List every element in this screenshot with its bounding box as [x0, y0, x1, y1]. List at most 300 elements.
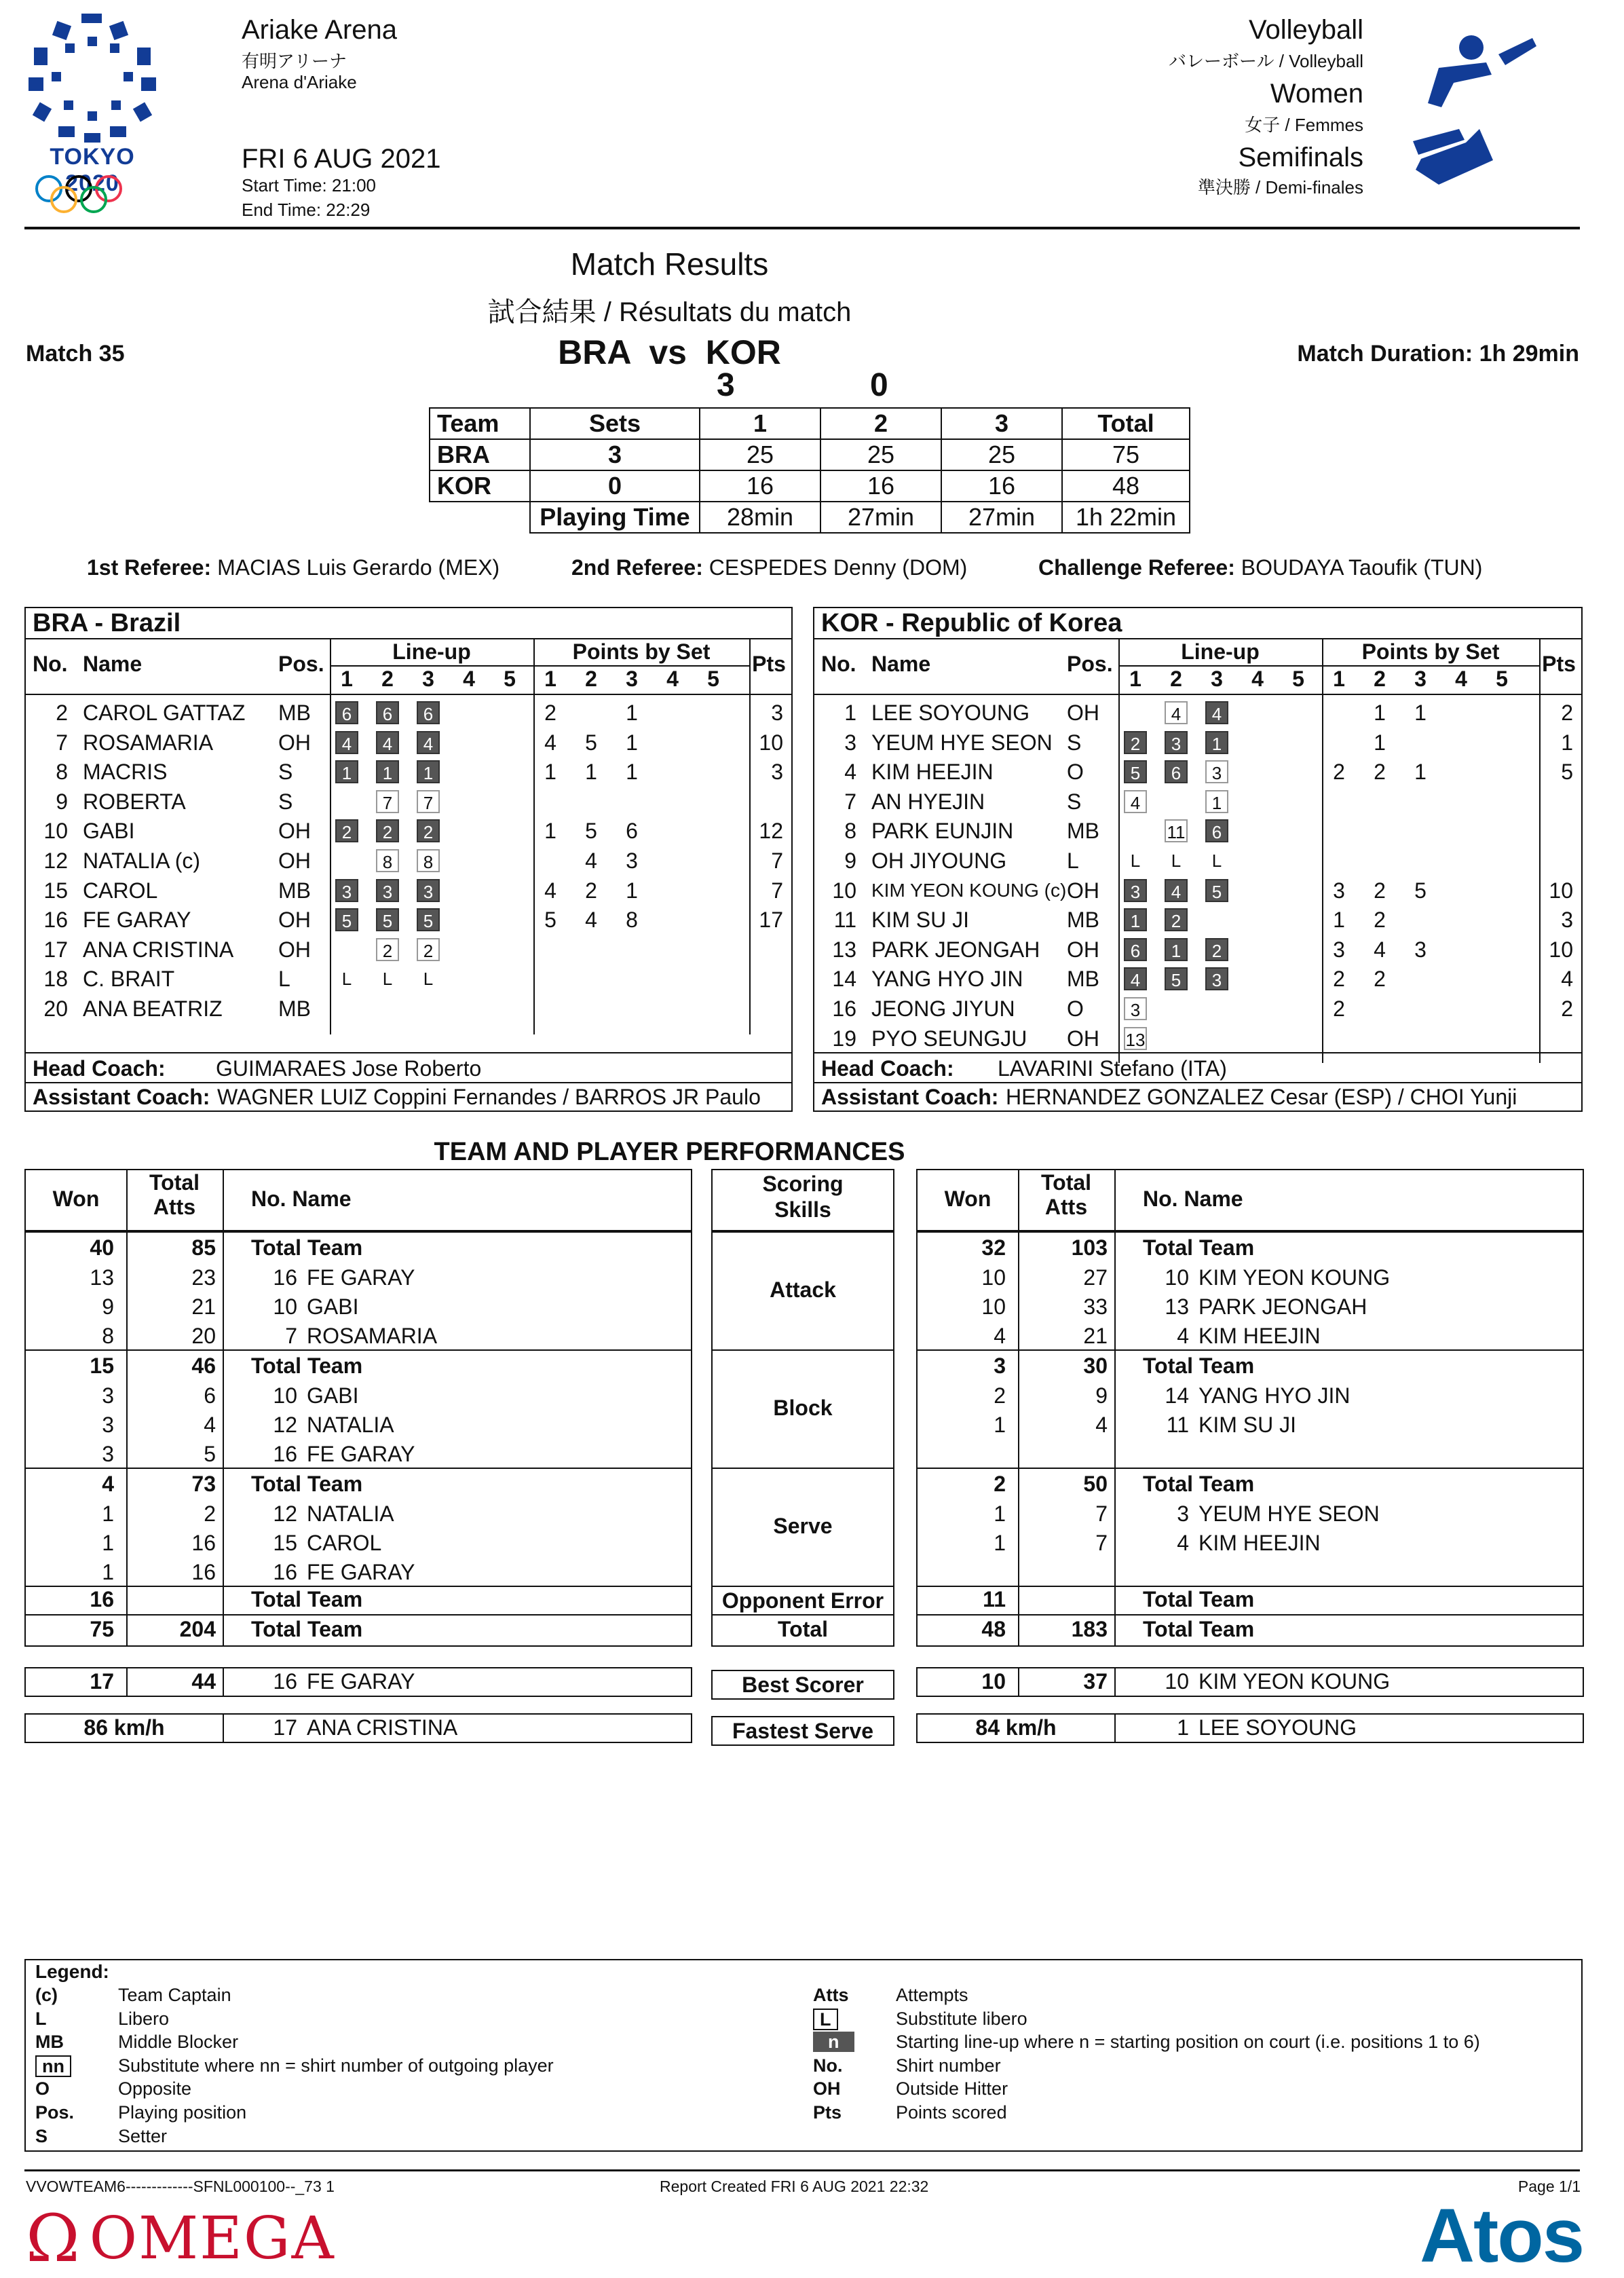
- lineup-position: 2: [417, 819, 440, 842]
- player-number: 16: [832, 996, 856, 1021]
- total-team-row: [918, 1469, 1583, 1499]
- lineup-position: 5: [335, 908, 358, 931]
- player-name: GABI: [307, 1294, 359, 1319]
- header-divider: [24, 227, 1580, 229]
- lineup-position: 1: [1165, 938, 1188, 961]
- player-row: [26, 1410, 691, 1440]
- points-by-set: 3: [626, 848, 638, 873]
- points-by-set: 2: [1374, 760, 1386, 785]
- points-by-set: 5: [544, 908, 556, 933]
- total-won: 48: [981, 1617, 1006, 1641]
- lineup-set-header: 5: [1292, 667, 1304, 691]
- roster-header-pts: Pts: [1542, 652, 1576, 676]
- atts: 4: [204, 1413, 216, 1437]
- player-row: [814, 758, 1581, 785]
- points-by-set: 4: [1374, 937, 1386, 962]
- legend-key: OH: [813, 2078, 841, 2099]
- atts: 73: [191, 1472, 216, 1496]
- venue-jp: 有明アリーナ: [242, 51, 347, 71]
- player-row: [918, 1499, 1583, 1529]
- player-row: [814, 1025, 1581, 1052]
- points-by-set: 2: [1374, 908, 1386, 933]
- player-points: 2: [1561, 701, 1573, 725]
- match-number: Match 35: [26, 341, 125, 367]
- roster-divider: [814, 1052, 1581, 1053]
- referee-1: MACIAS Luis Gerardo (MEX): [217, 555, 500, 580]
- skill-group: [916, 1231, 1584, 1351]
- player-row: [918, 1381, 1583, 1411]
- points-by-set: 2: [1333, 996, 1345, 1021]
- won: 3: [102, 1383, 114, 1408]
- player-number: 10: [832, 878, 856, 903]
- player-row: [814, 965, 1581, 992]
- points-by-set: 2: [585, 878, 597, 903]
- perf-vline: [223, 1587, 224, 1645]
- won: 1: [102, 1531, 114, 1555]
- player-position: OH: [278, 819, 311, 844]
- player-row: [814, 817, 1581, 844]
- player-name: ANA BEATRIZ: [83, 996, 223, 1021]
- points-by-set: 1: [626, 760, 638, 785]
- legend-key: Pos.: [35, 2102, 75, 2123]
- player-points: 3: [771, 760, 783, 785]
- playing-time: 27min: [820, 502, 941, 533]
- player-row: [814, 847, 1581, 874]
- lineup-position: 6: [1124, 938, 1147, 961]
- pbs-set-header: 1: [544, 667, 556, 691]
- gender: Women: [1270, 79, 1363, 109]
- points-by-set: 4: [585, 908, 597, 933]
- won: 3: [102, 1442, 114, 1466]
- points-by-set: 3: [1333, 937, 1345, 962]
- opponent-error-label: Opponent Error: [721, 1588, 884, 1613]
- player-name: LEE SOYOUNG: [871, 701, 1030, 725]
- total-team-label: Total Team: [251, 1587, 363, 1611]
- lineup-position: 13: [1124, 1027, 1147, 1050]
- legend-key: O: [35, 2078, 50, 2099]
- won: 2: [994, 1472, 1006, 1496]
- player-position: S: [278, 789, 293, 814]
- lineup-position: 3: [1205, 760, 1228, 783]
- legend-desc: Outside Hitter: [896, 2078, 1008, 2099]
- player-name: YEUM HYE SEON: [1198, 1501, 1380, 1526]
- skill-group: [24, 1231, 692, 1351]
- total-team-row: [918, 1233, 1583, 1263]
- lineup-position: 6: [1205, 819, 1228, 842]
- lineup-position: 5: [376, 908, 399, 931]
- player-position: OH: [278, 908, 311, 933]
- player-row: [26, 1292, 691, 1322]
- results-cell: 16: [941, 470, 1062, 502]
- roster-header-no: No.: [821, 652, 856, 676]
- lineup-position: 1: [335, 760, 358, 783]
- total-team-label: Total Team: [1143, 1617, 1255, 1641]
- atts: 23: [191, 1265, 216, 1290]
- lineup-set-header: 1: [1129, 667, 1141, 691]
- results-cell: 75: [1062, 439, 1190, 470]
- player-number: 14: [832, 967, 856, 992]
- legend: [24, 1959, 1583, 2152]
- atts: 7: [1095, 1501, 1108, 1526]
- lineup-position: 4: [1124, 790, 1147, 813]
- skills-header: [711, 1169, 894, 1231]
- roster-header-pbs: Points by Set: [1361, 639, 1500, 664]
- phase-sub: 準決勝 / Demi-finales: [1197, 177, 1363, 198]
- player-name: NATALIA: [307, 1413, 394, 1437]
- points-by-set: 1: [1374, 730, 1386, 755]
- won: 1: [102, 1501, 114, 1526]
- player-position: OH: [1067, 1026, 1099, 1051]
- player-number: 1: [844, 701, 856, 725]
- player-name: KIM HEEJIN: [871, 760, 994, 785]
- player-name: KIM YEON KOUNG: [1198, 1265, 1391, 1290]
- referee-2-label: 2nd Referee:: [571, 555, 703, 580]
- volleyball-pictogram-icon: [1412, 27, 1547, 190]
- challenge-referee: BOUDAYA Taoufik (TUN): [1241, 555, 1483, 580]
- player-name: ROSAMARIA: [83, 730, 214, 755]
- perf-vline: [1114, 1170, 1116, 1230]
- results-header: Total: [1062, 408, 1190, 439]
- points-by-set: 2: [1333, 967, 1345, 992]
- won: 2: [994, 1383, 1006, 1408]
- legend-desc: Shirt number: [896, 2055, 1001, 2076]
- footer-divider: [24, 2169, 1580, 2171]
- legend-key: L: [35, 2008, 47, 2029]
- atts: 6: [204, 1383, 216, 1408]
- assistant-coach: HERNANDEZ GONZALEZ Cesar (ESP) / CHOI Yunji: [1006, 1085, 1517, 1109]
- player-name: KIM YEON KOUNG (c): [871, 879, 1067, 901]
- atts: 30: [1083, 1353, 1108, 1378]
- player-points: 1: [1561, 730, 1573, 755]
- player-points: 10: [1549, 937, 1573, 962]
- legend-desc: Setter: [118, 2125, 168, 2146]
- lineup-position: L: [423, 969, 434, 990]
- legend-desc: Attempts: [896, 1985, 968, 2005]
- fastest-number: 17: [273, 1715, 297, 1740]
- player-number: 13: [832, 937, 856, 962]
- fastest-speed: 86 km/h: [83, 1715, 165, 1740]
- player-position: MB: [278, 878, 311, 903]
- atts: 21: [191, 1294, 216, 1319]
- best-scorer-label-box: [711, 1670, 894, 1700]
- player-number: 18: [43, 967, 68, 992]
- points-by-set: 1: [1333, 908, 1345, 933]
- atts: 50: [1083, 1472, 1108, 1496]
- lineup-position: 6: [1165, 760, 1188, 783]
- skill-label: Serve: [773, 1514, 833, 1538]
- match-teams: BRA vs KOR: [558, 333, 781, 371]
- sport: Volleyball: [1248, 15, 1363, 45]
- player-name: NATALIA (c): [83, 848, 201, 873]
- player-row: [814, 699, 1581, 726]
- playing-time: 1h 22min: [1062, 502, 1190, 533]
- lineup-position: 1: [376, 760, 399, 783]
- player-row: [26, 1263, 691, 1292]
- fastest-serve-label-box: [711, 1716, 894, 1746]
- omega-symbol-icon: Ω: [26, 2201, 80, 2277]
- head-coach: GUIMARAES Jose Roberto: [216, 1056, 482, 1081]
- player-position: OH: [278, 848, 311, 873]
- player-row: [26, 1499, 691, 1529]
- lineup-position: 6: [376, 701, 399, 724]
- best-won: 10: [981, 1669, 1006, 1694]
- results-header: Sets: [530, 408, 700, 439]
- won: 3: [994, 1353, 1006, 1378]
- won: 32: [981, 1235, 1006, 1260]
- skill-label: Block: [773, 1396, 833, 1420]
- lineup-position: 4: [1205, 701, 1228, 724]
- won: 10: [981, 1294, 1006, 1319]
- total-team-label: Total Team: [1143, 1353, 1255, 1378]
- player-name: GABI: [307, 1383, 359, 1408]
- player-row: [26, 817, 791, 844]
- legend-key: (c): [35, 1985, 58, 2005]
- lineup-position: 3: [1124, 879, 1147, 902]
- total-team-row: [918, 1351, 1583, 1381]
- player-name: YANG HYO JIN: [871, 967, 1023, 992]
- player-number: 11: [833, 908, 856, 933]
- player-number: 10: [43, 819, 68, 844]
- lineup-set-header: 2: [381, 667, 394, 691]
- omega-wordmark: OMEGA: [89, 2205, 335, 2273]
- player-position: O: [1067, 996, 1084, 1021]
- player-row: [26, 936, 791, 963]
- olympic-rings-icon: [24, 174, 160, 214]
- roster-divider: [26, 694, 791, 695]
- roster-bra: [24, 607, 793, 1112]
- total-team-label: Total Team: [1143, 1587, 1255, 1611]
- total-team-row: [26, 1351, 691, 1381]
- player-number: 4: [844, 760, 856, 785]
- results-cell: 16: [820, 470, 941, 502]
- lineup-position: 5: [1124, 760, 1147, 783]
- phase: Semifinals: [1238, 143, 1363, 172]
- player-name: ANA CRISTINA: [83, 937, 234, 962]
- lineup-set-header: 5: [504, 667, 516, 691]
- points-by-set: 4: [585, 848, 597, 873]
- legend-key: n: [813, 2032, 854, 2052]
- player-row: [26, 1528, 691, 1558]
- atts: 9: [1095, 1383, 1108, 1408]
- lineup-position: 6: [417, 701, 440, 724]
- player-name: CAROL: [307, 1531, 382, 1555]
- header-total: Total: [1040, 1170, 1092, 1195]
- player-row: [26, 847, 791, 874]
- pbs-set-header: 2: [585, 667, 597, 691]
- player-row: [26, 1321, 691, 1351]
- total-team-label: Total Team: [251, 1472, 363, 1496]
- roster-divider: [26, 1052, 791, 1053]
- score-kor: 0: [870, 367, 888, 403]
- player-number: 11: [1166, 1413, 1189, 1437]
- player-row: [26, 758, 791, 785]
- pbs-set-header: 5: [1496, 667, 1508, 691]
- points-by-set: 4: [544, 730, 556, 755]
- legend-key: Pts: [813, 2102, 842, 2123]
- pbs-set-header: 5: [707, 667, 719, 691]
- points-by-set: 1: [585, 760, 597, 785]
- legend-key: L: [813, 2009, 838, 2030]
- player-row: [814, 788, 1581, 815]
- lineup-position: 1: [1124, 908, 1147, 931]
- roster-header-name: Name: [871, 652, 931, 676]
- player-row: [814, 936, 1581, 963]
- results-team: KOR: [430, 470, 530, 502]
- player-position: MB: [1067, 908, 1099, 933]
- won: 1: [994, 1413, 1006, 1437]
- skill-label: Attack: [770, 1277, 836, 1302]
- player-number: 7: [844, 789, 856, 814]
- points-by-set: 1: [1414, 701, 1427, 725]
- points-by-set: 1: [626, 878, 638, 903]
- performance-skills: [711, 1169, 893, 1848]
- roster-header-lineup: Line-up: [392, 639, 471, 664]
- report-code: VVOWTEAM6-------------SFNL000100--_73 1: [26, 2178, 335, 2195]
- lineup-position: 8: [417, 849, 440, 872]
- legend-title: Legend:: [35, 1961, 109, 1982]
- page-subtitle: 試合結果 / Résultats du match: [487, 297, 852, 327]
- player-number: 9: [844, 848, 856, 873]
- player-name: KIM SU JI: [871, 908, 970, 933]
- venue-fr: Arena d'Ariake: [242, 72, 357, 92]
- total-team-label: Total Team: [251, 1235, 363, 1260]
- results-table: [429, 407, 1190, 534]
- total-label: Total: [777, 1617, 829, 1641]
- player-name: KIM SU JI: [1198, 1413, 1297, 1437]
- roster-team-title: KOR - Republic of Korea: [821, 609, 1122, 637]
- player-number: 17: [43, 937, 68, 962]
- atts: 7: [1095, 1531, 1108, 1555]
- won: 4: [102, 1472, 114, 1496]
- lineup-position: 1: [1205, 731, 1228, 754]
- skills-header-1: Scoring: [762, 1172, 844, 1196]
- roster-header-pos: Pos.: [1067, 652, 1113, 676]
- best-name: FE GARAY: [307, 1669, 415, 1694]
- header-no-name: No. Name: [251, 1187, 352, 1211]
- player-position: O: [1067, 760, 1084, 785]
- skill-label-box: [711, 1231, 894, 1351]
- total-team-row: [26, 1469, 691, 1499]
- player-number: 2: [56, 701, 68, 725]
- points-by-set: 3: [1414, 937, 1427, 962]
- player-number: 13: [1165, 1294, 1189, 1319]
- lineup-position: 2: [335, 819, 358, 842]
- page-title: Match Results: [570, 246, 769, 282]
- lineup-position: 7: [417, 790, 440, 813]
- atts: 4: [1095, 1413, 1108, 1437]
- points-by-set: 2: [1374, 878, 1386, 903]
- won: 8: [102, 1324, 114, 1348]
- skill-label-box: [711, 1468, 894, 1587]
- lineup-position: 4: [1165, 879, 1188, 902]
- venue-en: Ariake Arena: [242, 15, 398, 45]
- player-row: [26, 877, 791, 904]
- player-points: 3: [771, 701, 783, 725]
- roster-kor: [813, 607, 1583, 1112]
- player-row: [918, 1292, 1583, 1322]
- player-position: OH: [278, 937, 311, 962]
- player-position: MB: [1067, 819, 1099, 844]
- fastest-name: LEE SOYOUNG: [1198, 1715, 1357, 1740]
- playing-time: 27min: [941, 502, 1062, 533]
- legend-key: No.: [813, 2055, 843, 2076]
- header-atts: Atts: [1044, 1195, 1088, 1219]
- total-atts: 204: [179, 1617, 216, 1641]
- header-won: Won: [52, 1187, 100, 1211]
- player-number: 12: [273, 1501, 297, 1526]
- won: 1: [994, 1531, 1006, 1555]
- player-position: OH: [278, 730, 311, 755]
- player-name: KIM HEEJIN: [1198, 1324, 1321, 1348]
- atts: 16: [191, 1531, 216, 1555]
- pbs-set-header: 3: [1414, 667, 1427, 691]
- legend-key: nn: [35, 2055, 71, 2077]
- won: 13: [90, 1265, 114, 1290]
- skill-group: [916, 1468, 1584, 1587]
- lineup-position: 3: [1205, 967, 1228, 990]
- points-by-set: 8: [626, 908, 638, 933]
- legend-desc: Substitute libero: [896, 2008, 1027, 2029]
- lineup-position: L: [1130, 851, 1141, 871]
- player-row: [918, 1410, 1583, 1440]
- lineup-set-header: 1: [341, 667, 353, 691]
- player-name: FE GARAY: [307, 1560, 415, 1584]
- points-by-set: 5: [1414, 878, 1427, 903]
- omega-logo: [26, 2201, 335, 2277]
- perf-vline: [223, 1170, 224, 1230]
- atts: 46: [191, 1353, 216, 1378]
- points-by-set: 5: [585, 819, 597, 844]
- player-name: ROSAMARIA: [307, 1324, 438, 1348]
- best-number: 16: [273, 1669, 297, 1694]
- logo-text: TOKYO 2020: [50, 144, 135, 196]
- points-by-set: 2: [544, 701, 556, 725]
- player-number: 3: [1177, 1501, 1189, 1526]
- player-number: 10: [273, 1294, 297, 1319]
- start-time: Start Time: 21:00: [242, 175, 376, 195]
- skills-header-2: Skills: [774, 1197, 831, 1222]
- player-name: CAROL GATTAZ: [83, 701, 246, 725]
- total-won: 75: [90, 1617, 114, 1641]
- lineup-position: 5: [1205, 879, 1228, 902]
- referee-1-label: 1st Referee:: [87, 555, 212, 580]
- skill-group: [24, 1468, 692, 1587]
- player-row: [26, 699, 791, 726]
- total-team-label: Total Team: [251, 1617, 363, 1641]
- total-team-label: Total Team: [1143, 1235, 1255, 1260]
- legend-key: MB: [35, 2032, 64, 2053]
- lineup-position: 5: [1165, 967, 1188, 990]
- player-number: 16: [273, 1560, 297, 1584]
- won: 15: [90, 1353, 114, 1378]
- head-coach-label: Head Coach:: [821, 1056, 954, 1081]
- performance-kor: [916, 1169, 1581, 1848]
- lineup-position: 4: [376, 731, 399, 754]
- player-row: [814, 877, 1581, 904]
- player-number: 15: [273, 1531, 297, 1555]
- lineup-position: 4: [417, 731, 440, 754]
- totals-box: [24, 1586, 692, 1647]
- player-points: 5: [1561, 760, 1573, 785]
- skill-totals: [711, 1586, 894, 1647]
- best-won: 17: [90, 1669, 114, 1694]
- results-cell: 0: [530, 470, 700, 502]
- performance-title: TEAM AND PLAYER PERFORMANCES: [434, 1138, 905, 1166]
- playing-time: 28min: [700, 502, 820, 533]
- atts: 103: [1071, 1235, 1108, 1260]
- roster-header-lineup: Line-up: [1181, 639, 1260, 664]
- lineup-position: L: [1211, 851, 1222, 871]
